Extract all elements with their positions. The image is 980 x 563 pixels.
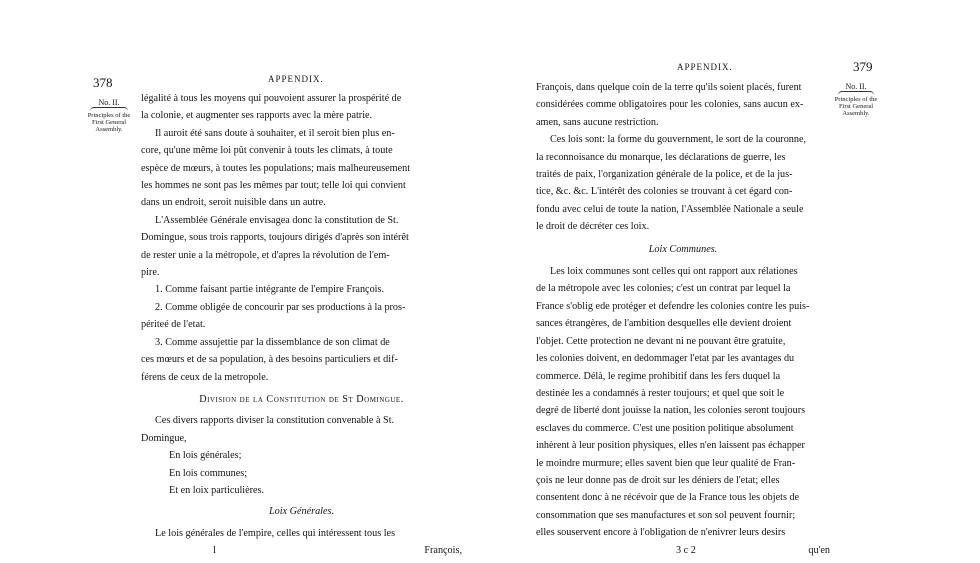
right-body-text: [536, 79, 830, 559]
text-line: la reconnoisance du monarque, les déclarations de guerre, les: [536, 151, 786, 163]
page-footer: [536, 542, 830, 559]
list-item: 2. Comme obligée de concourir par ses productions à la pros-: [155, 301, 406, 313]
left-body-text: [141, 90, 462, 560]
text-line: le moindre murmure; elles savent bien que leur qualité de Fran-: [536, 457, 796, 469]
text-line: esclaves du commerce. C'est une position politique absolument: [536, 422, 794, 434]
brace-mark: [90, 107, 128, 111]
text-line: François, dans quelque coin de la terre qu'ils soient placés, furent: [536, 82, 802, 93]
text-line: Ces divers rapports diviser la constitution convenable à St.: [155, 415, 395, 427]
list-item: 3. Comme assujettie par la dissemblance de son climat de: [155, 336, 390, 348]
text-line: considérées comme obligatoires pour les colonies, sans aucun ex-: [536, 99, 804, 111]
list-item: En lois communes;: [169, 467, 248, 479]
text-line: tice, &c. &c. L'intérêt des colonies se trouvant à cet égard con-: [536, 186, 793, 198]
text-line: inhèrent à leur position physiques, elles n'en laissent pas échapper: [536, 440, 805, 452]
list-item: Et en loix particulières.: [169, 484, 265, 496]
text-line: Ces lois sont: la forme du gouvernment, le sort de la couronne,: [550, 134, 807, 146]
page-number: 379: [853, 59, 873, 74]
text-line: France s'oblig ede protéger et defendre les colonies contre les puis-: [536, 300, 810, 312]
section-heading: Loix Communes.: [648, 243, 718, 255]
text-line: consommation que ses manufactures et son sol peuvent fournir;: [536, 509, 796, 521]
text-line: amen, sans aucune restriction.: [536, 116, 659, 128]
text-line: de rester unie a la métropole, et d'apres la révolution de l'em-: [141, 249, 390, 261]
text-line: Les loix communes sont celles qui ont rapport aux rélationes: [550, 266, 798, 278]
signature-mark: 3 c 2: [676, 544, 696, 556]
text-line: commerce. Délà, le regime prohibitif dans les fers duquel la: [536, 370, 781, 382]
text-line: de la métropole avec les colonies; c'est un contrat par lequel la: [536, 283, 791, 295]
text-line: Domingue,: [141, 432, 187, 444]
running-head: APPENDIX.: [268, 74, 324, 84]
text-line: pire.: [141, 267, 160, 279]
side-note: [86, 99, 132, 133]
text-line: dans un endroit, seroit nuisible dans un autre.: [141, 197, 326, 209]
text-line: Le lois générales de l'empire, celles qui intéressent tous les: [155, 527, 396, 539]
side-note-text: Principles of the First General Assembly.: [87, 112, 131, 133]
side-note-text: Principles of the First General Assembly.: [834, 96, 878, 117]
text-line: le droit de décréter ces loix.: [536, 221, 650, 233]
page-footer: [141, 542, 462, 559]
side-note: [834, 83, 878, 117]
text-line: elles souservent encore à l'obligation de n'enivrer leurs desirs: [536, 527, 786, 539]
text-line: destinée les a condamnés à rester toujours; et quel que soit le: [536, 387, 785, 399]
running-head: APPENDIX.: [677, 62, 733, 72]
text-line: degré de liberté dont jouisse la nation, les colonies seront toujours: [536, 405, 806, 417]
text-line: férens de ceux de la metropole.: [141, 371, 269, 383]
text-line: Il auroit été sans doute à souhaiter, et il seroit bien plus en-: [155, 127, 395, 139]
signature-mark: l: [213, 545, 216, 557]
brace-mark: [838, 91, 874, 95]
text-line: les colonies doivent, en dedommager l'etat par les avantages du: [536, 353, 795, 365]
text-line: consentent donc à ne récévoir que de la France tous les objets de: [536, 492, 800, 504]
list-item: En lois générales;: [169, 450, 242, 462]
text-line: espèce de mœurs, à toutes les populations; mais malheureusement: [141, 162, 411, 174]
text-line: traités de paix, l'organization générale de la police, et de la jus-: [536, 169, 793, 181]
catchword: François,: [424, 545, 462, 557]
text-line: ces mœurs et de sa population, à des besoins particuliers et dif-: [141, 354, 398, 366]
list-item: 1. Comme faisant partie intégrante de l'empire François.: [155, 284, 384, 296]
side-note-number: No. II.: [98, 98, 120, 107]
section-heading: Loix Générales.: [268, 506, 335, 518]
text-line: l'objet. Cette protection ne devant ni ne pouvant être gratuite,: [536, 335, 786, 347]
text-line: légalité à tous les moyens qui pouvoient assurer la prospérité de: [141, 93, 402, 104]
text-line: Domingue, sous trois rapports, toujours dirigés d'après son intérêt: [141, 232, 409, 244]
catchword: qu'en: [808, 544, 830, 556]
page-number: 378: [93, 75, 113, 90]
text-line: fondu avec celui de toute la nation, l'Assemblée Nationale a seule: [536, 203, 804, 215]
text-line: L'Assemblée Générale envisagea donc la constitution de St.: [155, 214, 399, 226]
section-heading: Division de la Constitution de St Domingue.: [199, 393, 404, 405]
text-line: sances étrangères, de l'ambition desquelles elle devient droient: [536, 318, 792, 330]
text-line: core, qu'une même loi pût convenir à touts les climats, à toute: [141, 145, 393, 157]
text-line: la colonie, et augmenter ses rapports avec la mère patrie.: [141, 110, 373, 122]
text-line: périteé de l'etat.: [141, 319, 206, 331]
right-page: [490, 0, 980, 563]
text-line: çois ne leur donne pas de droit sur les déniers de l'etat; elles: [536, 474, 780, 486]
side-note-number: No. II.: [845, 82, 867, 91]
text-line: les hommes ne sont pas les mêmes par tout; telle loi qui convient: [141, 180, 406, 192]
